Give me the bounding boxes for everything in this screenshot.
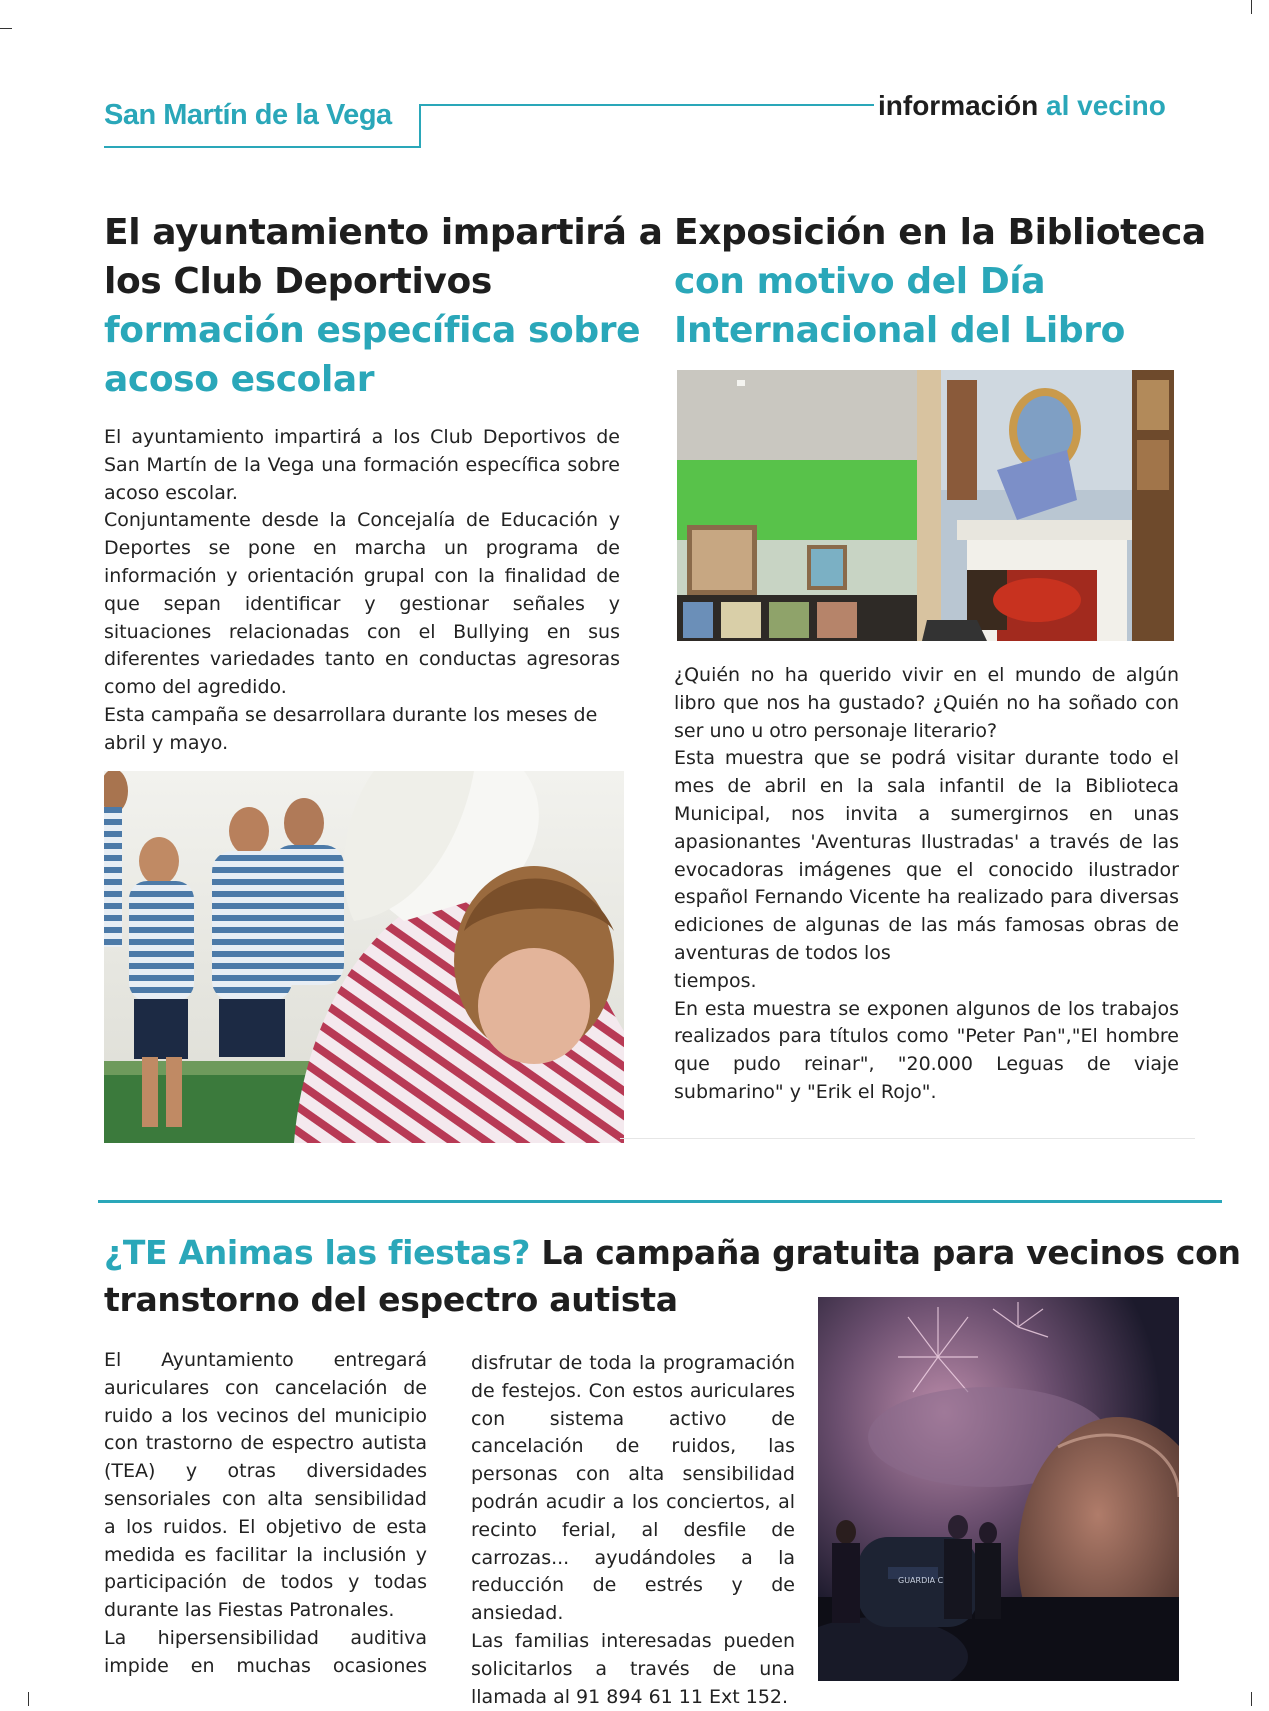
header-section-accent: al vecino (1046, 90, 1166, 121)
headline-accent-line: formación específica sobre (104, 310, 641, 351)
crop-mark-top (1251, 0, 1252, 14)
header-rule (419, 104, 874, 106)
section-divider (98, 1200, 1222, 1203)
header-bracket (419, 104, 421, 148)
header-section-title (878, 90, 1166, 122)
paragraph: Conjuntamente desde la Concejalía de Educación y Deportes se pone en marcha un programa de información y orientación grupal con la finalidad de que sepan identificar y gestionar señales y situaciones relacionadas con el Bullying en sus diferentes variedades tanto en conductas agresoras como del agredido. (104, 509, 620, 699)
article1-headline (104, 208, 663, 404)
crop-mark-bottom-left (28, 1692, 29, 1706)
header-town-name: San Martín de la Vega (104, 99, 392, 131)
headline-rest: La campaña gratuita para vecinos con (530, 1233, 1241, 1272)
paragraph: Esta muestra que se podrá visitar durante todo el mes de abril en la sala infantil de la Biblioteca Municipal, nos invita a sumergirnos en unas apasionantes 'Aventuras Ilustradas' a través de las evocadoras imágenes que el conocido ilustrador español Fernando Vicente ha realizado para diversas ediciones de algunas de las más famosas obras de aventuras de todos los (674, 747, 1179, 964)
paragraph: En esta muestra se exponen algunos de los trabajos realizados para títulos como "Peter Pan","El hombre que pudo reinar", "20.000 Leguas de viaje submarino" y "Erik el Rojo". (674, 997, 1179, 1103)
paragraph: tiempos. (674, 969, 757, 992)
paragraph: Las familias interesadas pueden solicitarlos a través de una llamada al 91 894 61 11 Ext 152. (471, 1629, 795, 1708)
paragraph: Esta campaña se desarrollara durante los meses de abril y mayo. (104, 703, 598, 754)
headline-accent-line: con motivo del Día (674, 261, 1046, 302)
headline-line: El ayuntamiento impartirá a (104, 212, 663, 253)
vehicle-label: GUARDIA C (898, 1576, 944, 1585)
article1-photo-bullying (104, 771, 624, 1143)
article2-end-rule (620, 1138, 1195, 1139)
paragraph: disfrutar de toda la programación de festejos. Con estos auriculares con sistema activo de cancelación de ruidos, las personas con alta sensibilidad podrán acudir a los conciertos, al recinto ferial, al desfile de carrozas... ayudándoles a la reducción de estrés y de ansiedad. (471, 1352, 795, 1625)
paragraph: ¿Quién no ha querido vivir en el mundo de algún libro que nos ha gustado? ¿Quién no ha soñado con ser uno u otro personaje literario? (674, 664, 1179, 742)
article3-col1 (104, 1347, 427, 1681)
headline-line (104, 1229, 1241, 1276)
headline-line: transtorno del espectro autista (104, 1280, 678, 1319)
article2-headline (674, 208, 1214, 355)
paragraph: La hipersensibilidad auditiva impide en muchas ocasiones (104, 1626, 427, 1677)
crop-mark-left-top (0, 28, 12, 29)
headline-accent-line: Internacional del Libro (674, 310, 1125, 351)
paragraph: El Ayuntamiento entregará auriculares con cancelación de ruido a los vecinos del municipio con trastorno de espectro autista (TEA) y otras diversidades sensoriales con alta sensibilidad a los ruidos. El objetivo de esta medida es facilitar la inclusión y participación de todos y todas durante las Fiestas Patronales. (104, 1349, 427, 1622)
header-underline (104, 146, 419, 148)
headline-accent-line: acoso escolar (104, 359, 375, 400)
article1-body (104, 424, 620, 758)
article3-photo-fireworks (818, 1297, 1179, 1681)
paragraph: El ayuntamiento impartirá a los Club Deportivos de San Martín de la Vega una formación específica sobre acoso escolar. (104, 426, 620, 504)
header-section-prefix: información (878, 90, 1039, 121)
article3-col2 (471, 1350, 795, 1711)
headline-line: los Club Deportivos (104, 261, 492, 302)
article2-body (674, 662, 1179, 1107)
headline-accent: ¿TE Animas las fiestas? (104, 1233, 531, 1272)
article2-photo-library (677, 370, 1174, 641)
headline-line: Exposición en la Biblioteca (674, 212, 1206, 253)
crop-mark-bottom-right (1251, 1692, 1252, 1706)
